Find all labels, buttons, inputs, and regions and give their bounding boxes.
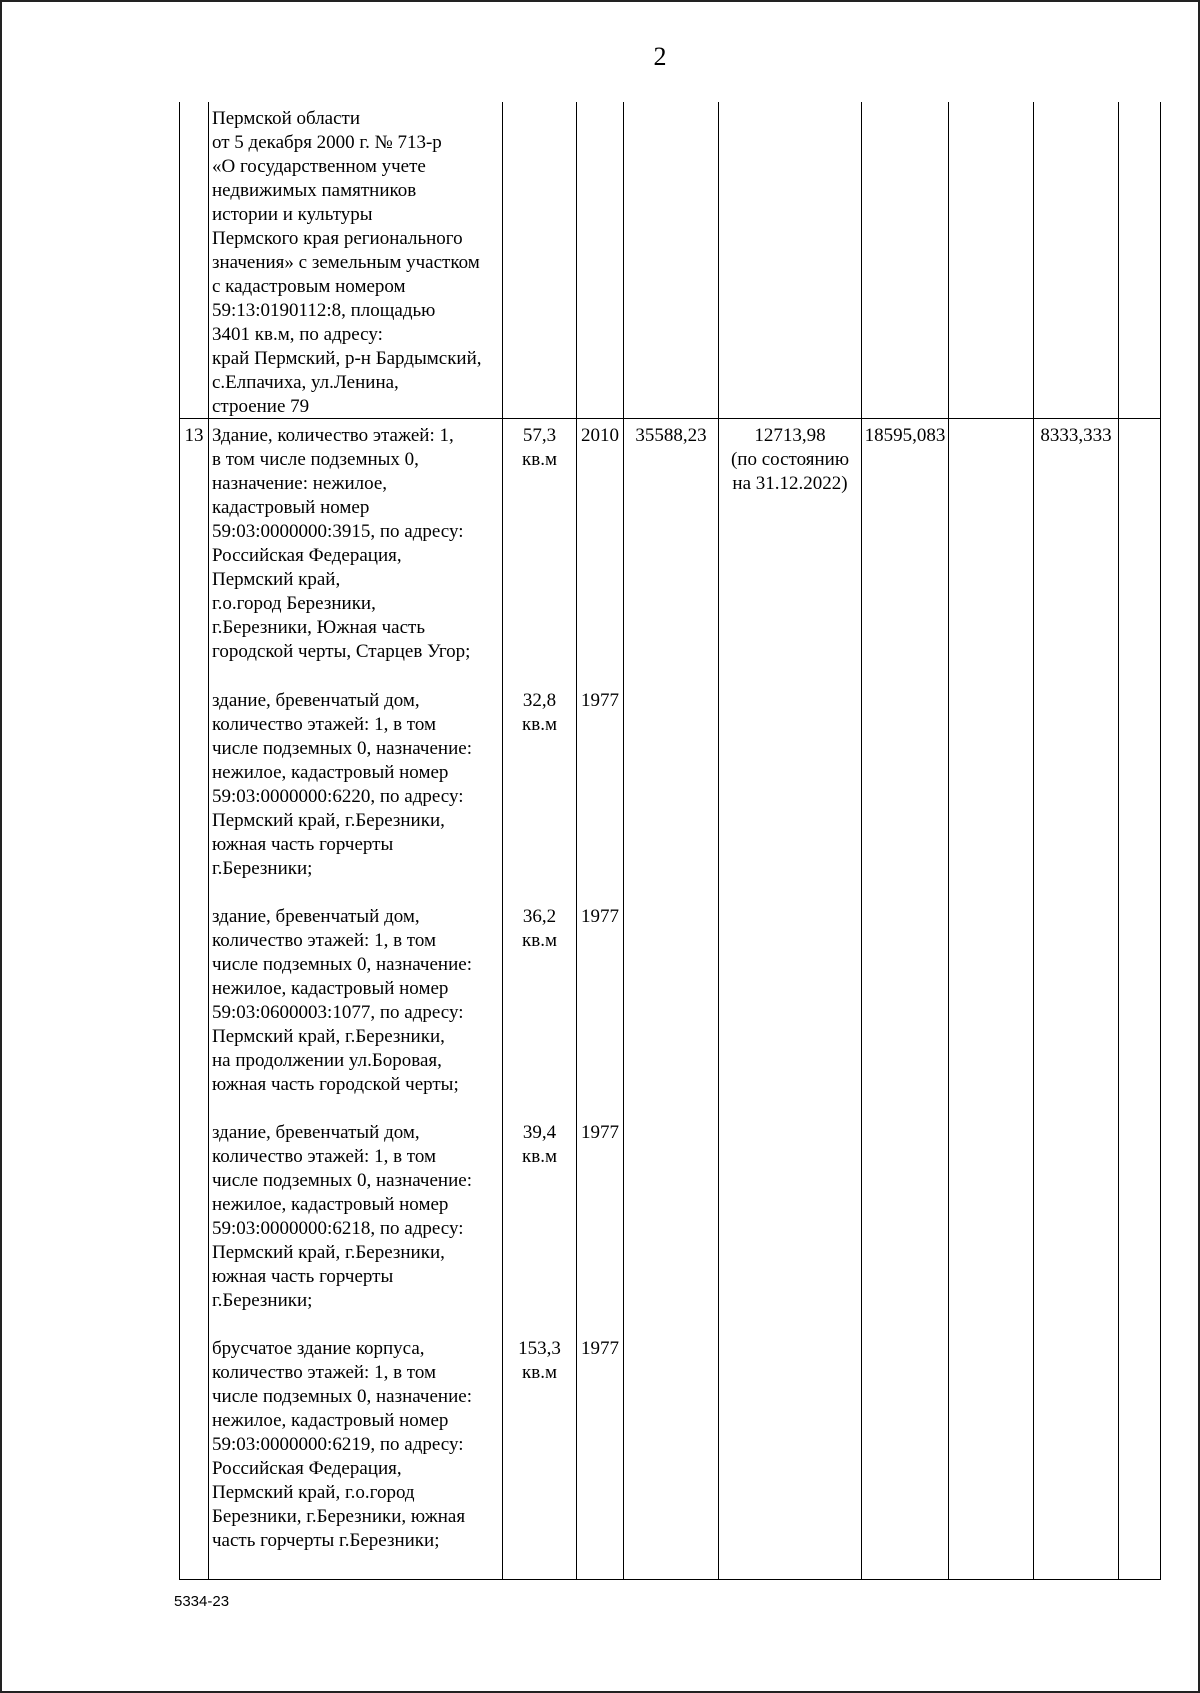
row-value-3: 18595,083 (864, 425, 946, 446)
table-border-left (179, 102, 180, 1580)
continuation-description: Пермской области от 5 декабря 2000 г. № 713-р «О государственном учете недвижимых памятников истории и культуры Пермского края регионального значения» с земельным участком с кадастровым номером 59:13:0190112:8, площадью 3401 кв.м, по адресу: край Пермский, р-н Бардымский, с.Елпачиха, ул.Ленина, строение 79 (212, 108, 482, 417)
column-rule (1118, 102, 1119, 1580)
table-border-right (1160, 102, 1161, 1580)
object-description: здание, бревенчатый дом, количество этажей: 1, в том числе подземных 0, назначение: нежилое, кадастровый номер 59:03:0000000:6218, по адресу: Пермский край, г.Березники, южная часть горчерты г.Березники; (212, 1122, 472, 1311)
page-number: 2 (653, 42, 667, 71)
table-border-bottom (179, 1579, 1161, 1580)
object-area: 32,8 кв.м (522, 690, 557, 735)
object-area: 36,2 кв.м (522, 906, 557, 951)
column-rule (1033, 102, 1034, 1580)
object-year: 1977 (581, 1122, 619, 1143)
column-rule (948, 102, 949, 1580)
object-description: здание, бревенчатый дом, количество этажей: 1, в том числе подземных 0, назначение: нежилое, кадастровый номер 59:03:0000000:6220, по адресу: Пермский край, г.Березники, южная часть горчерты г.Березники; (212, 690, 472, 879)
row-value-2: 12713,98 (по состоянию на 31.12.2022) (730, 425, 850, 494)
column-rule (623, 102, 624, 1580)
row-value-4: 8333,333 (1040, 425, 1112, 446)
object-year: 2010 (581, 425, 619, 446)
object-description: здание, бревенчатый дом, количество этажей: 1, в том числе подземных 0, назначение: нежилое, кадастровый номер 59:03:0600003:1077, по адресу: Пермский край, г.Березники, на продолжении ул.Боровая, южная часть городской черты; (212, 906, 472, 1095)
scan-border-left (0, 0, 2, 1693)
document-code: 5334-23 (174, 1593, 230, 1610)
object-description: брусчатое здание корпуса, количество этажей: 1, в том числе подземных 0, назначение: нежилое, кадастровый номер 59:03:0000000:6219, по адресу: Российская Федерация, Пермский край, г.о.город Березники, г.Березники, южная часть горчерты г.Березники; (212, 1338, 472, 1551)
column-rule (861, 102, 862, 1580)
row-number: 13 (184, 425, 204, 446)
object-year: 1977 (581, 906, 619, 927)
column-rule (208, 102, 209, 1580)
object-area: 153,3 кв.м (518, 1338, 561, 1383)
column-rule (718, 102, 719, 1580)
object-year: 1977 (581, 690, 619, 711)
object-area: 39,4 кв.м (522, 1122, 557, 1167)
scan-border-top (0, 0, 1200, 2)
object-year: 1977 (581, 1338, 619, 1359)
object-description: Здание, количество этажей: 1, в том числе подземных 0, назначение: нежилое, кадастровый номер 59:03:0000000:3915, по адресу: Российская Федерация, Пермский край, г.о.город Березники, г.Березники, Южная часть городской черты, Старцев Угор; (212, 425, 471, 662)
row-value-1: 35588,23 (635, 425, 707, 446)
object-area: 57,3 кв.м (522, 425, 557, 470)
